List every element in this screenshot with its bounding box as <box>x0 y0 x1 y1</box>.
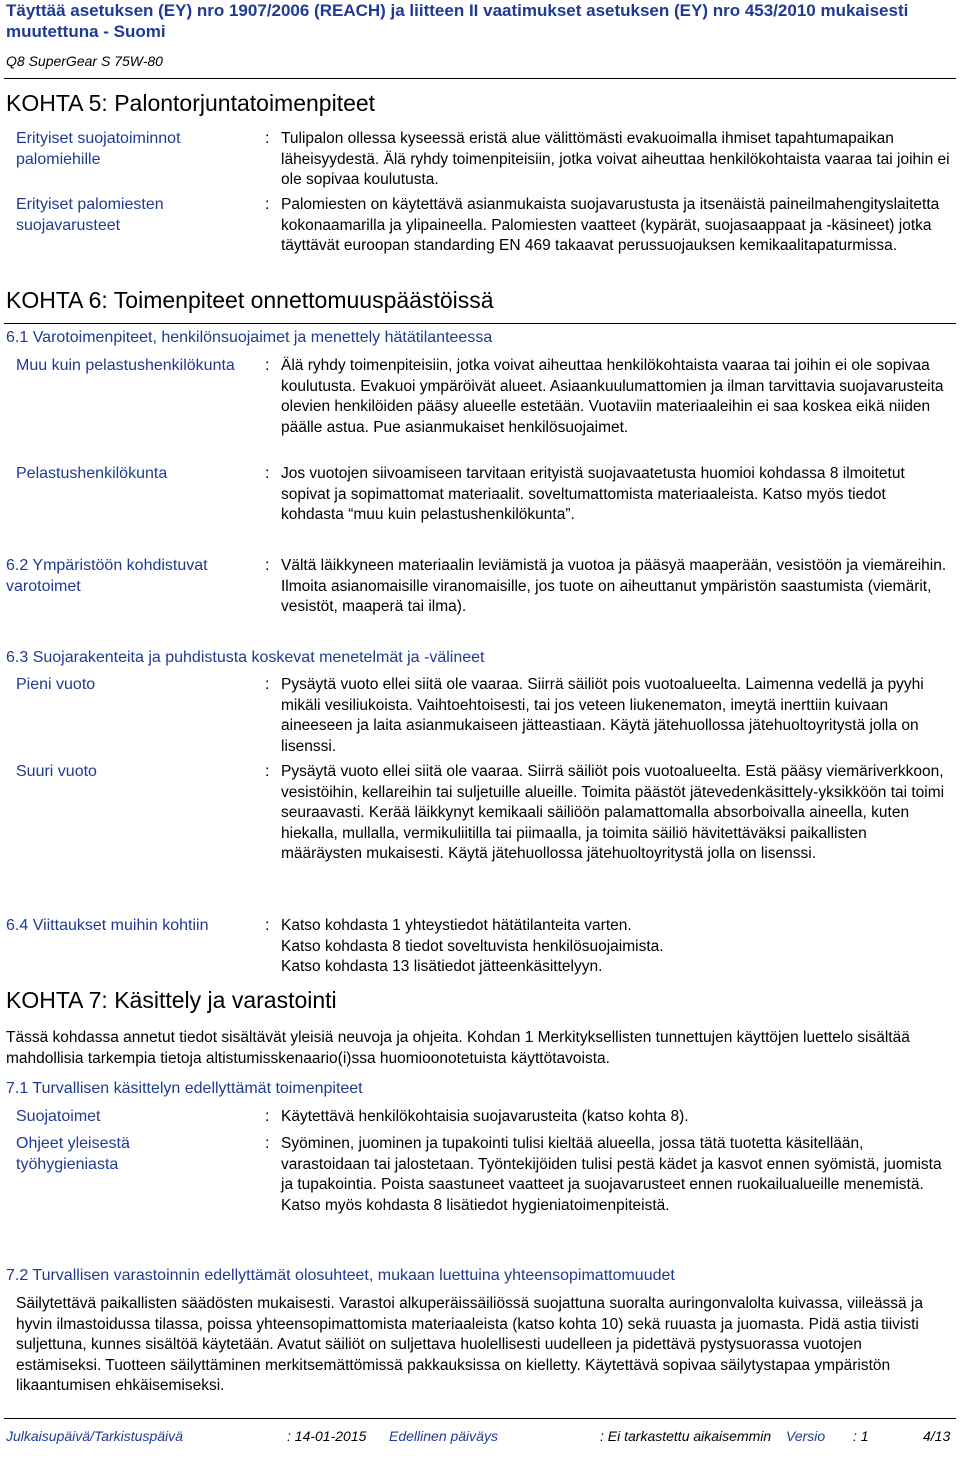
colon: : <box>265 196 270 213</box>
value-firefighter-special-protection: Tulipalon ollessa kyseessä eristä alue välittömästi evakuoimalla ihmiset tapahtumapaikan läheisyydestä. Älä ryhdy toimenpiteisiin, jotka voivat aiheuttaa henkilökohtaista vaaraa tai joihin ei ole sopivaa koulutusta. <box>281 130 950 188</box>
colon: : <box>265 130 270 147</box>
label-firefighter-equipment: Erityiset palomiesten suojavarusteet <box>16 196 164 234</box>
subsection-6-3-heading: 6.3 Suojarakenteita ja puhdistusta koskevat menetelmät ja -välineet <box>6 649 485 666</box>
header-divider <box>4 78 956 79</box>
colon: : <box>265 1108 270 1125</box>
label-reference-other-sections: 6.4 Viittaukset muihin kohtiin <box>6 917 209 934</box>
value-firefighter-equipment: Palomiesten on käytettävä asianmukaista suojavarustusta ja itsenäistä paineilmahengityslaitetta kokonaamarilla ja ylipaineella. Palomiesten vaatteet (kypärät, suojasaappaat ja -käsineet) jotka täyttävät euroopan standarding EN 469 takaavat perussuojauksen kemikaalitapaturmissa. <box>281 196 940 254</box>
reference-line: Katso kohdasta 8 tiedot soveltuvista henkilösuojaimista. <box>281 937 664 955</box>
value-large-spill: Pysäytä vuoto ellei siitä ole vaaraa. Siirrä säiliöt pois vuotoalueelta. Estä pääsy viemäriverkkoon, vesistöihin, kellareihin tai suljetuille alueille. Toimita päästöt jätevedenkäsittely-yksikköön tai toimi seuraavasti. Kerää läikkynyt kemikaali säiliöön palamattomalla absorboivalla aineella, kuten hiekalla, mullalla, vermikuliitilla tai piimaalla, ja toimita säiliö hävitettäväksi paikallisten määräysten mukaisesti. Käytä jätehuollossa jätehuoltoyritystä jolla on lisenssi. <box>281 763 945 862</box>
section-6-heading: KOHTA 6: Toimenpiteet onnettomuuspäästöissä <box>6 287 494 313</box>
label-large-spill: Suuri vuoto <box>16 763 97 780</box>
value-occupational-hygiene: Syöminen, juominen ja tupakointi tulisi kieltää alueella, jossa tätä tuotetta käsitellään, varastoidaan tai jalostetaan. Työntekijöiden tulisi pestä kädet ja kasvot ennen syömistä, juomista ja tupakointia. Poista saastuneet vaatteet ja suojavarusteet ennen ruokailualueille menemistä. Katso myös kohdasta 8 lisätiedot hygieniatoimenpiteistä. <box>281 1135 942 1214</box>
storage-conditions-text: Säilytettävä paikallisten säädösten mukaisesti. Varastoi alkuperäissäiliössä suojattuna suoralta auringonvalolta kuivassa, viileässä ja hyvin ilmastoidussa tilassa, poissa yhteensopimattomista materiaaleista (katso kohta 10) sekä ruuasta ja juomasta. Pidä astia tiivisti suljettuna, kunnes sisältöä käytetään. Avatut säiliöt on suljettava huolellisesti uudelleen ja pidettävä pystysuorassa vuotojen estämiseksi. Tuotteen säilyttäminen merkitsemättömissä pakkauksissa on kielletty. Käytettävä sopivaa säilytystapaa ympäristön likaantumisen ehkäisemiseksi. <box>16 1295 923 1394</box>
document-title: Täyttää asetuksen (EY) nro 1907/2006 (REACH) ja liitteen II vaatimukset asetuksen (EY) nro 453/2010 mukaisesti muutettuna - Suomi <box>6 1 909 41</box>
section-5-heading: KOHTA 5: Palontorjuntatoimenpiteet <box>6 90 376 116</box>
colon: : <box>265 1135 270 1152</box>
value-small-spill: Pysäytä vuoto ellei siitä ole vaaraa. Siirrä säiliöt pois vuotoalueelta. Laimenna vedellä ja pyyhi mikäli vesiliukoista. Vaihtoehtoisesti, tai jos veteen liukenematon, imeytä inerttiin kuivaan aineeseen ja laita asianmukaiseen jätteastiaan. Käytä jätehuollossa jätehuoltoyritystä jolla on lisenssi. <box>281 676 924 755</box>
footer-version-label: Versio <box>786 1428 826 1444</box>
colon: : <box>265 357 270 374</box>
footer-version-value: : 1 <box>853 1428 869 1444</box>
footer-date-value: : 14-01-2015 <box>287 1428 367 1444</box>
value-protective-measures: Käytettävä henkilökohtaisia suojavarusteita (katso kohta 8). <box>281 1108 689 1125</box>
footer-previous-label: Edellinen päiväys <box>389 1428 498 1444</box>
footer-date-label: Julkaisupäivä/Tarkistuspäivä <box>6 1428 183 1444</box>
label-occupational-hygiene: Ohjeet yleisestä työhygieniasta <box>16 1135 130 1173</box>
value-emergency-responders: Jos vuotojen siivoamiseen tarvitaan erityistä suojavaatetusta huomioi kohdassa 8 ilmoitetut sopivat ja sopimattomat materiaalit. soveltumattomista materiaaleista. Katso myös tiedot kohdasta “muu kuin pelastushenkilökunta”. <box>281 465 905 523</box>
subsection-7-1-heading: 7.1 Turvallisen käsittelyn edellyttämät toimenpiteet <box>6 1080 363 1097</box>
footer-page-number: 4/13 <box>923 1428 951 1444</box>
label-non-emergency-personnel: Muu kuin pelastushenkilökunta <box>16 357 235 374</box>
colon: : <box>265 465 270 482</box>
reference-line: Katso kohdasta 13 lisätiedot jätteenkäsittelyyn. <box>281 958 603 975</box>
subsection-6-1-heading: 6.1 Varotoimenpiteet, henkilönsuojaimet ja menettely hätätilanteessa <box>6 329 493 346</box>
value-non-emergency-personnel: Älä ryhdy toimenpiteisiin, jotka voivat aiheuttaa henkilökohtaista vaaraa tai joihin ei ole sopivaa koulutusta. Evakuoi ympäröivät alueet. Asiaankuulumattomien ja ilman tarvittavia suojavarusteita olevien henkilöiden pääsy alueelle estetään. Vuotaviin materiaaleihin ei saa koskea eikä niiden päälle astua. Pue asianmukaiset henkilösuojaimet. <box>281 357 944 436</box>
section-7-heading: KOHTA 7: Käsittely ja varastointi <box>6 987 337 1013</box>
footer-previous-value: : Ei tarkastettu aikaisemmin <box>600 1428 772 1444</box>
section-7-intro: Tässä kohdassa annetut tiedot sisältävät yleisiä neuvoja ja ohjeita. Kohdan 1 Merkityksellisten tunnettujen käyttöjen luettelo sisältää mahdollisia tarkempia tietoja altistumisskenaario(i)ssa huomioonotetuista käyttötavoista. <box>6 1029 910 1067</box>
value-reference-other-sections <box>281 916 951 978</box>
label-firefighter-special-protection: Erityiset suojatoiminnot palomiehille <box>16 130 181 168</box>
label-small-spill: Pieni vuoto <box>16 676 96 693</box>
colon: : <box>265 676 270 693</box>
label-environmental-precautions: 6.2 Ympäristöön kohdistuvat varotoimet <box>6 557 208 595</box>
colon: : <box>265 917 270 934</box>
label-protective-measures: Suojatoimet <box>16 1108 101 1125</box>
reference-line: Katso kohdasta 1 yhteystiedot hätätilanteita varten. <box>281 917 632 934</box>
product-name: Q8 SuperGear S 75W-80 <box>6 53 163 69</box>
value-environmental-precautions: Vältä läikkyneen materiaalin leviämistä ja vuotoa ja pääsyä maaperään, vesistöön ja viemäreihin. Ilmoita asianomaisille viranomaisille, jos tuote on aiheuttanut ympäristön saastumista (viemärit, vesistöt, maaperä tai ilma). <box>281 557 947 615</box>
footer-divider <box>4 1418 956 1419</box>
label-emergency-responders: Pelastushenkilökunta <box>16 465 168 482</box>
colon: : <box>265 763 270 780</box>
subsection-7-2-heading: 7.2 Turvallisen varastoinnin edellyttämät olosuhteet, mukaan luettuina yhteensopimattomuudet <box>6 1267 675 1284</box>
colon: : <box>265 557 270 574</box>
